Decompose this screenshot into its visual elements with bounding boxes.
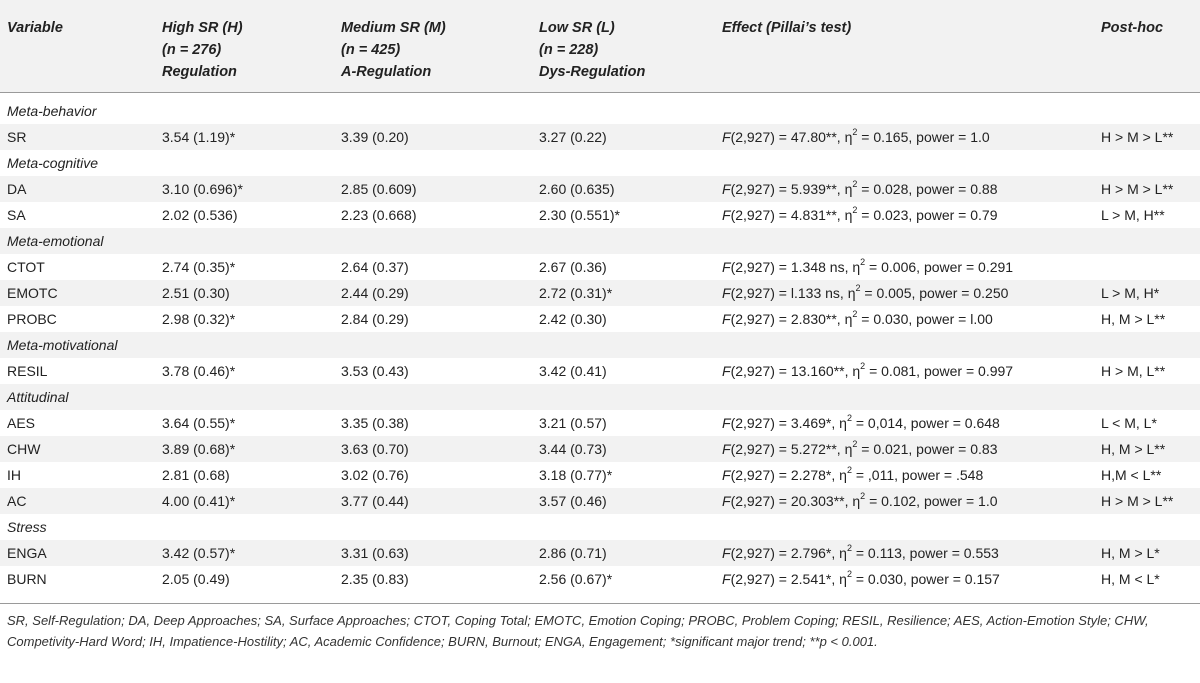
posthoc-cell: L > M, H*	[1101, 285, 1160, 301]
effect-cell	[722, 306, 993, 332]
table-bottom-divider	[0, 603, 1200, 604]
effect-size-text: = 0,014, power = 0.648	[851, 415, 1000, 431]
header-divider	[0, 92, 1200, 93]
variable-cell: DA	[7, 181, 27, 197]
posthoc-cell: H, M > L*	[1101, 545, 1160, 561]
f-statistic-symbol: F	[722, 493, 731, 509]
variable-cell: CTOT	[7, 259, 45, 275]
category-row	[0, 150, 1200, 176]
high-sr-cell: 2.98 (0.32)*	[162, 311, 236, 327]
effect-size-text: = 0.030, power = l.00	[857, 311, 993, 327]
medium-sr-cell: 3.53 (0.43)	[341, 363, 409, 379]
f-statistic-symbol: F	[722, 311, 731, 327]
medium-sr-cell: 3.31 (0.63)	[341, 545, 409, 561]
posthoc-cell: L > M, H**	[1101, 207, 1165, 223]
medium-sr-cell: 2.64 (0.37)	[341, 259, 409, 275]
stat-text: (2,927) = 5.939**, η	[730, 181, 853, 197]
f-statistic-symbol: F	[722, 415, 731, 431]
effect-cell	[722, 176, 998, 202]
posthoc-cell: H, M < L*	[1101, 571, 1160, 587]
medium-sr-cell: 2.35 (0.83)	[341, 571, 409, 587]
high-sr-cell: 2.05 (0.49)	[162, 571, 230, 587]
variable-cell: IH	[7, 467, 21, 483]
table-row	[0, 176, 1200, 202]
effect-size-text: = 0.081, power = 0.997	[865, 363, 1014, 379]
header-effect: Effect (Pillai’s test)	[722, 20, 852, 36]
eta-squared-exponent: 2	[852, 127, 858, 138]
category-label: Meta-motivational	[7, 337, 118, 353]
category-row	[0, 332, 1200, 358]
eta-squared-exponent: 2	[860, 491, 866, 502]
variable-cell: AES	[7, 415, 36, 431]
header-low-sr: Low SR (L) (n = 228) Dys-Regulation	[539, 20, 646, 80]
category-label: Stress	[7, 519, 47, 535]
eta-squared-exponent: 2	[846, 569, 852, 580]
category-row	[0, 98, 1200, 124]
posthoc-cell: H > M > L**	[1101, 493, 1174, 509]
posthoc-cell: H, M > L**	[1101, 441, 1166, 457]
table-row	[0, 488, 1200, 514]
eta-squared-exponent: 2	[852, 205, 858, 216]
high-sr-cell: 2.02 (0.536)	[162, 207, 238, 223]
variable-cell: BURN	[7, 571, 47, 587]
posthoc-cell: L < M, L*	[1101, 415, 1157, 431]
effect-cell	[722, 488, 998, 514]
eta-squared-exponent: 2	[860, 361, 866, 372]
f-statistic-symbol: F	[722, 285, 731, 301]
table-row	[0, 462, 1200, 488]
effect-size-text: = 0.021, power = 0.83	[857, 441, 998, 457]
eta-squared-exponent: 2	[852, 309, 858, 320]
table-row	[0, 540, 1200, 566]
effect-cell	[722, 566, 1000, 592]
posthoc-cell: H > M, L**	[1101, 363, 1166, 379]
high-sr-cell: 3.78 (0.46)*	[162, 363, 236, 379]
eta-squared-exponent: 2	[860, 257, 866, 268]
high-sr-cell: 3.54 (1.19)*	[162, 129, 236, 145]
eta-squared-exponent: 2	[852, 179, 858, 190]
high-sr-cell: 3.89 (0.68)*	[162, 441, 236, 457]
f-statistic-symbol: F	[722, 545, 731, 561]
low-sr-cell: 3.44 (0.73)	[539, 441, 607, 457]
stat-text: (2,927) = 2.278*, η	[730, 467, 847, 483]
high-sr-cell: 2.74 (0.35)*	[162, 259, 236, 275]
effect-size-text: = 0.005, power = 0.250	[860, 285, 1009, 301]
effect-cell	[722, 254, 1013, 280]
effect-cell	[722, 410, 1000, 436]
posthoc-cell: H > M > L**	[1101, 129, 1174, 145]
header-medium-sr: Medium SR (M) (n = 425) A-Regulation	[341, 20, 446, 80]
eta-squared-exponent: 2	[846, 465, 852, 476]
table-row	[0, 254, 1200, 280]
effect-cell	[722, 462, 983, 488]
stat-text: (2,927) = 47.80**, η	[730, 129, 853, 145]
low-sr-cell: 3.57 (0.46)	[539, 493, 607, 509]
category-label: Meta-cognitive	[7, 155, 99, 171]
f-statistic-symbol: F	[722, 207, 731, 223]
variable-cell: RESIL	[7, 363, 48, 379]
category-row	[0, 514, 1200, 540]
medium-sr-cell: 3.63 (0.70)	[341, 441, 409, 457]
medium-sr-cell: 2.44 (0.29)	[341, 285, 409, 301]
table-row	[0, 280, 1200, 306]
table-row	[0, 566, 1200, 592]
posthoc-cell: H, M > L**	[1101, 311, 1166, 327]
table-header	[0, 0, 1200, 92]
category-label: Meta-behavior	[7, 103, 97, 119]
variable-cell: ENGA	[7, 545, 47, 561]
header-variable: Variable	[7, 20, 63, 36]
effect-size-text: = 0.028, power = 0.88	[857, 181, 998, 197]
f-statistic-symbol: F	[722, 181, 731, 197]
low-sr-cell: 2.86 (0.71)	[539, 545, 607, 561]
f-statistic-symbol: F	[722, 259, 731, 275]
eta-squared-exponent: 2	[846, 413, 852, 424]
effect-cell	[722, 280, 1008, 306]
table-row	[0, 436, 1200, 462]
low-sr-cell: 3.18 (0.77)*	[539, 467, 613, 483]
medium-sr-cell: 2.84 (0.29)	[341, 311, 409, 327]
low-sr-cell: 2.67 (0.36)	[539, 259, 607, 275]
low-sr-cell: 2.42 (0.30)	[539, 311, 607, 327]
table-row	[0, 202, 1200, 228]
high-sr-cell: 3.10 (0.696)*	[162, 181, 243, 197]
table-row	[0, 124, 1200, 150]
category-row	[0, 228, 1200, 254]
low-sr-cell: 2.56 (0.67)*	[539, 571, 613, 587]
effect-size-text: = 0.006, power = 0.291	[865, 259, 1014, 275]
stat-text: (2,927) = 3.469*, η	[730, 415, 847, 431]
high-sr-cell: 2.81 (0.68)	[162, 467, 230, 483]
stat-text: (2,927) = 20.303**, η	[730, 493, 861, 509]
high-sr-cell: 4.00 (0.41)*	[162, 493, 236, 509]
high-sr-cell: 3.42 (0.57)*	[162, 545, 236, 561]
effect-cell	[722, 358, 1013, 384]
variable-cell: SA	[7, 207, 26, 223]
stat-text: (2,927) = l.133 ns, η	[730, 285, 856, 301]
low-sr-cell: 3.42 (0.41)	[539, 363, 607, 379]
category-row	[0, 384, 1200, 410]
eta-squared-exponent: 2	[852, 439, 858, 450]
header-high-sr: High SR (H) (n = 276) Regulation	[162, 20, 243, 80]
table-row	[0, 410, 1200, 436]
effect-cell	[722, 124, 990, 150]
stat-text: (2,927) = 13.160**, η	[730, 363, 861, 379]
medium-sr-cell: 3.77 (0.44)	[341, 493, 409, 509]
posthoc-cell: H,M < L**	[1101, 467, 1162, 483]
effect-cell	[722, 202, 998, 228]
effect-size-text: = ,011, power = .548	[851, 467, 984, 483]
effect-size-text: = 0.165, power = 1.0	[857, 129, 990, 145]
table-row	[0, 358, 1200, 384]
medium-sr-cell: 3.39 (0.20)	[341, 129, 409, 145]
stat-text: (2,927) = 2.830**, η	[730, 311, 853, 327]
effect-size-text: = 0.113, power = 0.553	[851, 545, 999, 561]
effect-cell	[722, 540, 999, 566]
effect-cell	[722, 436, 998, 462]
medium-sr-cell: 2.23 (0.668)	[341, 207, 417, 223]
variable-cell: AC	[7, 493, 27, 509]
stat-text: (2,927) = 5.272**, η	[730, 441, 853, 457]
variable-cell: SR	[7, 129, 27, 145]
eta-squared-exponent: 2	[846, 543, 852, 554]
stat-text: (2,927) = 4.831**, η	[730, 207, 853, 223]
stat-text: (2,927) = 2.796*, η	[730, 545, 847, 561]
f-statistic-symbol: F	[722, 363, 731, 379]
stat-text: (2,927) = 1.348 ns, η	[730, 259, 861, 275]
high-sr-cell: 3.64 (0.55)*	[162, 415, 236, 431]
f-statistic-symbol: F	[722, 467, 731, 483]
effect-size-text: = 0.030, power = 0.157	[851, 571, 1000, 587]
posthoc-cell: H > M > L**	[1101, 181, 1174, 197]
variable-cell: EMOTC	[7, 285, 58, 301]
effect-size-text: = 0.102, power = 1.0	[865, 493, 998, 509]
category-label: Attitudinal	[7, 389, 69, 405]
f-statistic-symbol: F	[722, 441, 731, 457]
low-sr-cell: 2.30 (0.551)*	[539, 207, 620, 223]
medium-sr-cell: 2.85 (0.609)	[341, 181, 417, 197]
table-row	[0, 306, 1200, 332]
medium-sr-cell: 3.02 (0.76)	[341, 467, 409, 483]
variable-cell: PROBC	[7, 311, 57, 327]
f-statistic-symbol: F	[722, 571, 731, 587]
header-posthoc: Post-hoc	[1101, 20, 1164, 36]
low-sr-cell: 3.27 (0.22)	[539, 129, 607, 145]
effect-size-text: = 0.023, power = 0.79	[857, 207, 998, 223]
eta-squared-exponent: 2	[855, 283, 861, 294]
table-footnote: SR, Self-Regulation; DA, Deep Approaches; SA, Surface Approaches; CTOT, Coping Total; EMOTC, Emotion Coping; PROBC, Problem Coping; RESIL, Resilience; AES, Action-Emotion Style; CHW, Competivity-Hard Word; IH, Impatience-Hostility; AC, Academic Confidence; BURN, Burnout; ENGA, Engagement; *significant major trend; **p < 0.001.	[7, 613, 1149, 649]
high-sr-cell: 2.51 (0.30)	[162, 285, 230, 301]
stat-text: (2,927) = 2.541*, η	[730, 571, 847, 587]
low-sr-cell: 2.60 (0.635)	[539, 181, 615, 197]
variable-cell: CHW	[7, 441, 41, 457]
low-sr-cell: 2.72 (0.31)*	[539, 285, 613, 301]
category-label: Meta-emotional	[7, 233, 104, 249]
low-sr-cell: 3.21 (0.57)	[539, 415, 607, 431]
medium-sr-cell: 3.35 (0.38)	[341, 415, 409, 431]
f-statistic-symbol: F	[722, 129, 731, 145]
